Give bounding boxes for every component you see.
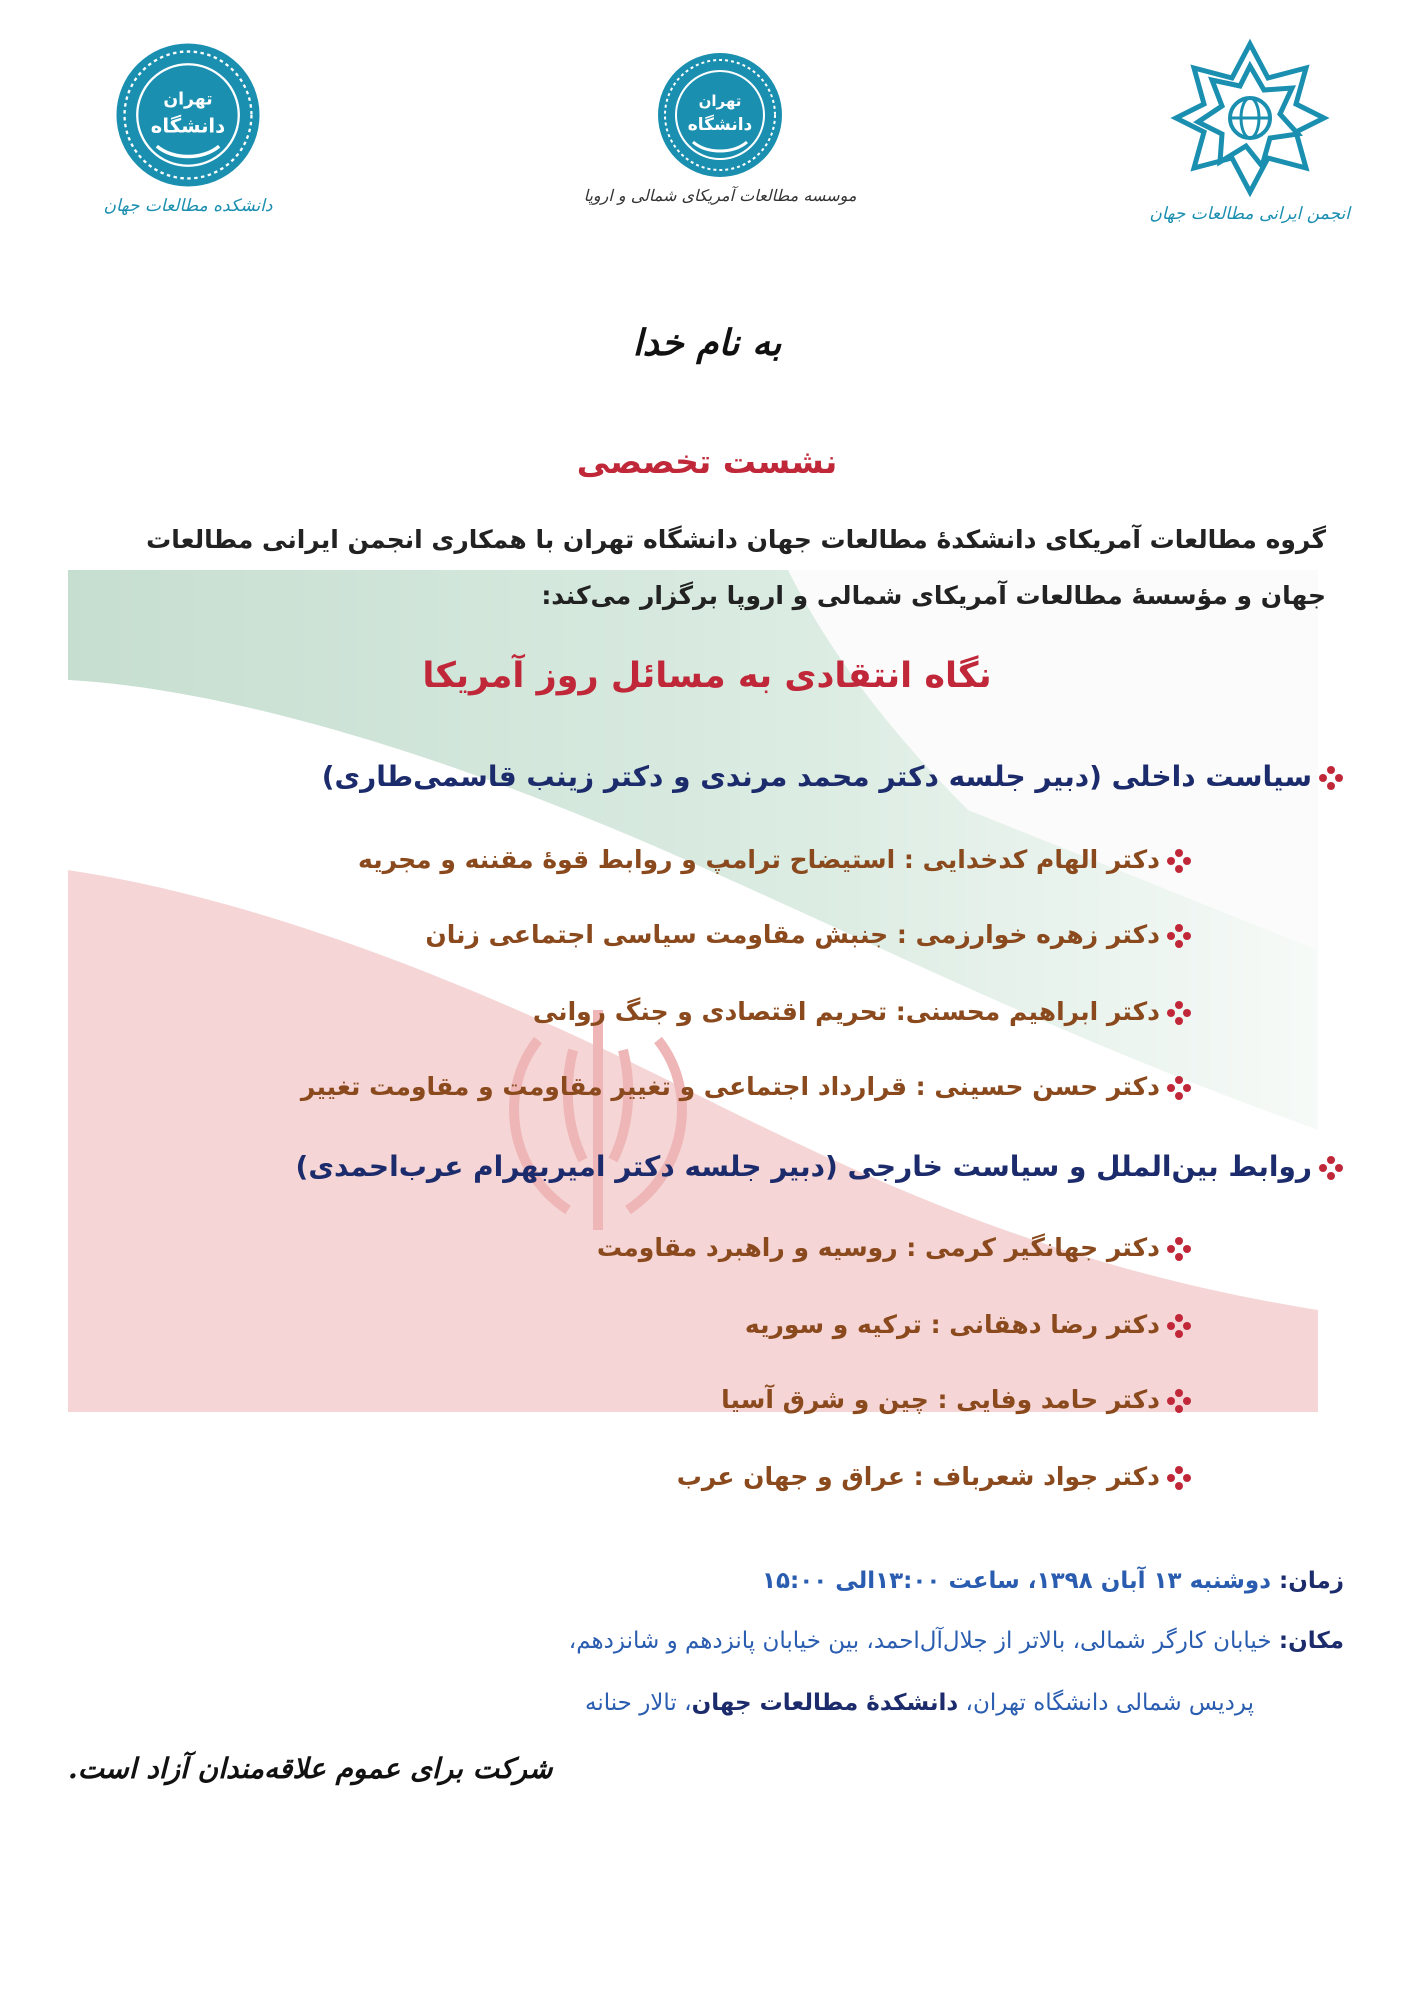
talk-item (301, 1072, 1192, 1101)
seal-text-top: تهران (698, 92, 742, 110)
talk-text: دکتر جهانگیر کرمی : روسیه و راهبرد مقاومت (596, 1233, 1160, 1262)
talk-item (721, 1385, 1192, 1414)
talk-text: دکتر جواد شعرباف : عراق و جهان عرب (676, 1462, 1160, 1491)
seal-text-main: دانشگاه (150, 114, 226, 138)
place-line-2-c: ، تالار حنانه (584, 1690, 692, 1716)
talk-text: دکتر الهام کدخدایی : استیضاح ترامپ و روابط قوۀ مقننه و مجریه (358, 845, 1160, 874)
diamond-bullet-icon (1166, 1236, 1192, 1262)
talk-text: دکتر حسن حسینی : قرارداد اجتماعی و تغییر مقاومت و مقاومت تغییر (300, 1072, 1160, 1101)
event-title: نگاه انتقادی به مسائل روز آمریکا (422, 656, 992, 696)
institute-logo-caption: موسسه مطالعات آمریکای شمالی و اروپا (583, 186, 857, 205)
diamond-bullet-icon (1166, 1000, 1192, 1026)
time-label: زمان: (1279, 1568, 1344, 1594)
diamond-bullet-icon (1318, 765, 1344, 791)
free-admission-note: شرکت برای عموم علاقه‌مندان آزاد است. (68, 1752, 553, 1785)
event-type-heading: نشست تخصصی (576, 442, 838, 481)
talk-item (533, 997, 1192, 1026)
association-logo (1150, 38, 1350, 224)
event-place-line-2 (585, 1690, 1254, 1716)
session-heading (296, 1150, 1344, 1183)
talk-item (425, 920, 1192, 949)
association-logo-caption: انجمن ایرانی مطالعات جهان (1149, 204, 1350, 224)
place-faculty-name: دانشکدۀ مطالعات جهان (691, 1690, 959, 1716)
institute-logo (560, 50, 880, 205)
place-label: مکان: (1278, 1628, 1344, 1654)
session-title: روابط بین‌الملل و سیاست خارجی (دبیر جلسه دکتر امیربهرام عرب‌احمدی) (295, 1150, 1312, 1183)
session-heading (322, 760, 1344, 793)
talk-item (358, 845, 1192, 874)
faculty-logo (88, 40, 288, 216)
talk-text: دکتر حامد وفایی : چین و شرق آسیا (721, 1385, 1160, 1414)
faculty-logo-caption: دانشکده مطالعات جهان (103, 196, 273, 216)
bismillah-heading: به نام خدا (632, 322, 782, 364)
diamond-bullet-icon (1166, 1465, 1192, 1491)
intro-paragraph (88, 512, 1326, 624)
seal-text-main: دانشگاه (687, 115, 753, 135)
star-globe-emblem-icon (1170, 38, 1330, 198)
talk-text: دکتر رضا دهقانی : ترکیه و سوریه (744, 1310, 1160, 1339)
place-line-1: خیابان کارگر شمالی، بالاتر از جلال‌آل‌احمد، بین خیابان پانزدهم و شانزدهم، (568, 1628, 1272, 1654)
seal-text-top: تهران (163, 89, 213, 110)
talk-item (677, 1462, 1192, 1491)
diamond-bullet-icon (1166, 848, 1192, 874)
background-flag-banner (68, 570, 1318, 1412)
diamond-bullet-icon (1166, 1075, 1192, 1101)
talk-text: دکتر ابراهیم محسنی: تحریم اقتصادی و جنگ روانی (532, 997, 1160, 1026)
diamond-bullet-icon (1166, 1388, 1192, 1414)
university-seal-icon (113, 40, 263, 190)
diamond-bullet-icon (1166, 1313, 1192, 1339)
event-time (762, 1568, 1344, 1594)
time-value: دوشنبه ۱۳ آبان ۱۳۹۸، ساعت ۱۳:۰۰الی ۱۵:۰۰ (761, 1568, 1272, 1594)
event-place (569, 1628, 1344, 1654)
talk-item (745, 1310, 1192, 1339)
university-seal-icon (655, 50, 785, 180)
intro-line-1: گروه مطالعات آمریکای دانشکدۀ مطالعات جهان دانشگاه تهران با همکاری انجمن ایرانی مطالعات (146, 525, 1326, 554)
place-line-2-a: پردیس شمالی دانشگاه تهران، (965, 1690, 1254, 1716)
intro-line-2: جهان و مؤسسۀ مطالعات آمریکای شمالی و اروپا برگزار می‌کند: (541, 581, 1326, 610)
talk-item (597, 1233, 1192, 1262)
diamond-bullet-icon (1318, 1155, 1344, 1181)
talk-text: دکتر زهره خوارزمی : جنبش مقاومت سیاسی اجتماعی زنان (425, 920, 1160, 949)
diamond-bullet-icon (1166, 923, 1192, 949)
session-title: سیاست داخلی (دبیر جلسه دکتر محمد مرندی و دکتر زینب قاسمی‌طاری) (321, 760, 1312, 793)
